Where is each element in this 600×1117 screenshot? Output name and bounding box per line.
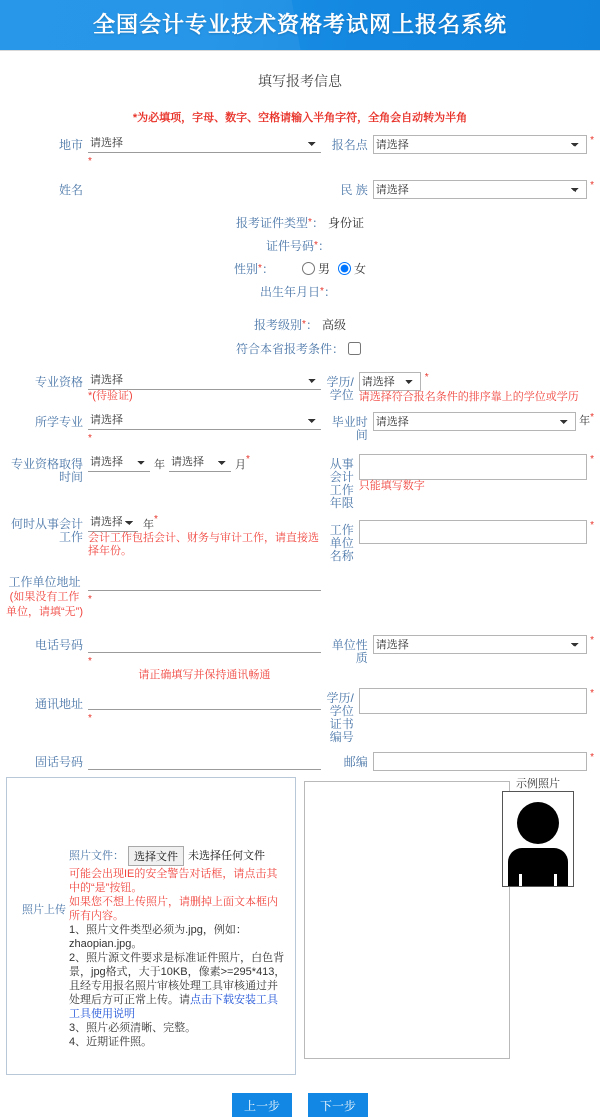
field-zipcode	[321, 752, 594, 771]
label-id-number: 证件号码	[266, 239, 315, 253]
required-star-graduate-time: *	[590, 412, 594, 423]
field-pro-qualification	[6, 372, 321, 403]
field-cert-number	[321, 688, 594, 744]
form-row-acct-start	[6, 514, 594, 563]
form-footer	[0, 1075, 600, 1117]
form-row-qualification	[6, 372, 594, 404]
label-zipcode: 邮编	[343, 755, 368, 769]
field-education	[321, 372, 594, 404]
required-star-mail-addr: *	[88, 713, 92, 724]
field-unit-type	[321, 635, 594, 665]
label-telephone: 固话号码	[34, 755, 83, 769]
unit-qual-year: 年	[154, 459, 165, 471]
radio-group-gender	[296, 260, 366, 277]
next-step-button[interactable]: 下一步	[308, 1093, 368, 1117]
field-graduate-time	[321, 412, 594, 442]
hint-acct-start: 会计工作包括会计、财务与审计工作，请直接选择年份。	[88, 532, 319, 557]
download-tool-link[interactable]: 点击下载安装工具	[190, 994, 278, 1006]
label-work-unit-addr-main: 工作单位地址	[8, 575, 81, 589]
input-work-unit-name[interactable]	[359, 520, 587, 544]
select-city[interactable]	[88, 135, 321, 153]
input-zipcode[interactable]	[373, 752, 587, 771]
app-header	[0, 0, 600, 50]
select-qual-month[interactable]	[169, 454, 231, 472]
photo-rule-2-text: 2、照片源文件要求是标准证件照片，白色背景，jpg格式，大于10KB，像素>=295*413，且经专用报名照片审核处理工具审核通过并处理后方可正常上传。请	[69, 952, 286, 1006]
required-star-unit-type: *	[590, 635, 594, 646]
field-name	[6, 180, 321, 197]
label-acct-start: 何时从事会计工作	[10, 517, 83, 544]
label-qual-time: 专业资格取得时间	[10, 457, 83, 484]
label-work-unit-name: 工作单位名称	[329, 523, 354, 563]
form-row-work-addr	[6, 571, 594, 619]
hint-work-years: 只能填写数字	[358, 480, 425, 492]
required-star-birthday: *	[320, 286, 324, 297]
field-mail-addr	[6, 688, 321, 724]
photo-preview-box	[304, 781, 510, 1059]
required-star-site: *	[590, 135, 594, 146]
row-exam-level: 报考级别 * ： 高级	[254, 318, 346, 332]
required-star-gender: *	[258, 263, 262, 274]
label-birthday: 出生年月日	[260, 285, 321, 299]
select-unit-type[interactable]	[373, 635, 587, 654]
photo-upload-inner	[17, 846, 287, 1049]
photo-upload-row	[17, 846, 287, 1049]
label-meet-condition: 符合本省报考条件	[235, 342, 332, 356]
page-title: 填写报考信息	[258, 73, 342, 89]
input-telephone[interactable]	[88, 752, 321, 770]
required-star-work-unit-addr: *	[88, 594, 92, 605]
row-gender: 性别 * ： 男 女	[234, 262, 366, 276]
field-work-unit-name	[321, 514, 594, 563]
photo-rule-4: 4、近期证件照。	[69, 1036, 153, 1048]
label-education: 学历/学位	[326, 375, 354, 402]
required-star-phone: *	[88, 656, 92, 667]
row-meet-condition: 符合本省报考条件 ：	[6, 339, 594, 358]
label-unit-type: 单位性质	[331, 638, 368, 665]
app-title: 全国会计专业技术资格考试网上报名系统	[92, 12, 507, 37]
photo-warning-ie: 可能会出现IE的安全警告对话框，请点击其中的“是”按钮。	[69, 868, 278, 894]
select-nation[interactable]	[373, 180, 587, 199]
field-site	[321, 135, 594, 154]
label-photo-upload: 照片上传	[22, 904, 66, 916]
label-work-years: 从事会计工作年限	[329, 457, 354, 510]
select-education[interactable]	[359, 372, 421, 391]
select-graduate-time[interactable]	[373, 412, 576, 431]
required-star-work-years: *	[590, 454, 594, 465]
unit-qual-month: 月	[235, 459, 246, 471]
tool-manual-link[interactable]: 工具使用说明	[69, 1008, 135, 1020]
label-gender-male: 男	[317, 262, 330, 276]
field-qual-time	[6, 454, 321, 484]
required-star-zipcode: *	[590, 752, 594, 763]
label-major: 所学专业	[34, 415, 83, 429]
prev-step-button[interactable]: 上一步	[232, 1093, 292, 1117]
row-id-type: 报考证件类型 * ： 身份证	[236, 216, 364, 230]
label-id-type: 报考证件类型	[236, 216, 309, 230]
input-mail-addr[interactable]	[88, 688, 321, 710]
radio-gender-female[interactable]	[338, 262, 351, 275]
value-exam-level: 高级	[321, 318, 346, 332]
input-phone[interactable]	[88, 635, 321, 653]
select-site[interactable]	[373, 135, 587, 154]
required-star-cert-number: *	[590, 688, 594, 699]
person-body-icon	[508, 848, 568, 887]
person-gap-right	[554, 874, 557, 886]
person-gap-left	[519, 874, 522, 886]
field-phone	[6, 635, 321, 682]
label-nation: 民 族	[340, 183, 368, 197]
select-qual-year[interactable]	[88, 454, 150, 472]
photo-rule-2	[69, 951, 287, 1021]
required-star-nation: *	[590, 180, 594, 191]
label-exam-level: 报考级别	[254, 318, 303, 332]
select-pro-qualification[interactable]	[88, 372, 321, 390]
no-file-selected-text: 未选择任何文件	[188, 850, 265, 862]
unit-graduate-year: 年	[579, 415, 591, 427]
field-city	[6, 135, 321, 167]
person-head-icon	[517, 802, 559, 844]
label-photo-file: 照片文件：	[69, 850, 124, 862]
label-graduate-time: 毕业时间	[331, 415, 368, 442]
field-work-unit-addr	[6, 571, 321, 619]
field-nation	[321, 180, 594, 199]
required-star-city: *	[88, 156, 92, 167]
radio-gender-male[interactable]	[302, 262, 315, 275]
photo-warning-skip: 如果您不想上传照片，请删掉上面文本框内所有内容。	[69, 896, 278, 922]
hint-phone: 请正确填写并保持通讯畅通	[138, 669, 271, 681]
photo-section	[0, 777, 600, 1075]
label-city: 地市	[58, 138, 83, 152]
form-row-qual-time	[6, 454, 594, 510]
form-row-city	[6, 135, 594, 167]
required-star-id-type: *	[308, 217, 312, 228]
required-star-id-number: *	[314, 240, 318, 251]
form-row-phone	[6, 635, 594, 682]
hint-pro-qualification: *(待验证)	[88, 390, 133, 402]
registration-form	[0, 135, 600, 771]
required-star-education: *	[424, 372, 429, 383]
select-acct-start-year[interactable]	[88, 514, 138, 532]
form-row-major	[6, 412, 594, 444]
input-work-years[interactable]	[359, 454, 587, 480]
photo-upload-body	[69, 846, 287, 1049]
label-work-unit-addr	[6, 571, 88, 619]
select-major[interactable]	[88, 412, 321, 430]
choose-file-button[interactable]: 选择文件	[128, 846, 184, 866]
sample-photo-image	[502, 791, 574, 887]
form-row-telephone	[6, 752, 594, 771]
field-work-years	[321, 454, 594, 510]
form-row-name	[6, 180, 594, 199]
label-phone: 电话号码	[34, 638, 83, 652]
input-work-unit-addr[interactable]	[88, 571, 321, 591]
row-birthday: 出生年月日 * ：	[260, 285, 336, 299]
sample-photo-wrap	[502, 777, 574, 887]
photo-rule-3: 3、照片必须清晰、完整。	[69, 1022, 197, 1034]
photo-rule-1: 1、照片文件类型必须为.jpg，例如：zhaopian.jpg。	[69, 924, 247, 950]
required-star-work-unit-name: *	[590, 520, 594, 531]
required-note: *为必填项，字母、数字、空格请输入半角字符，全角会自动转为半角	[132, 112, 468, 124]
label-pro-qualification: 专业资格	[34, 375, 83, 389]
label-gender-female: 女	[353, 262, 366, 276]
field-major	[6, 412, 321, 444]
unit-acct-start-year: 年	[143, 519, 154, 531]
label-cert-number: 学历/学位证书编号	[326, 691, 354, 744]
photo-file-bar	[69, 846, 287, 866]
field-telephone	[6, 752, 321, 770]
sample-photo-title: 示例照片	[516, 778, 560, 790]
input-cert-number[interactable]	[359, 688, 587, 714]
photo-preview-panel	[296, 777, 592, 1075]
label-site: 报名点	[331, 138, 368, 152]
required-star-qual-time: *	[246, 454, 250, 465]
checkbox-meet-condition[interactable]	[348, 342, 361, 355]
value-id-type: 身份证	[327, 216, 364, 230]
row-id-number: 证件号码 * ：	[266, 239, 330, 253]
label-name: 姓名	[58, 183, 83, 197]
form-row-mail-addr	[6, 688, 594, 744]
field-acct-start	[6, 514, 321, 558]
label-gender: 性别	[234, 262, 259, 276]
label-work-unit-addr-note: (如果没有工作单位，请填“无”)	[6, 591, 83, 618]
hint-education: 请选择符合报名条件的排序靠上的学位或学历	[358, 391, 579, 403]
required-star-exam-level: *	[302, 319, 306, 330]
required-star-acct-start: *	[154, 514, 158, 525]
required-star-major: *	[88, 433, 92, 444]
photo-upload-panel	[6, 777, 296, 1075]
label-mail-addr: 通讯地址	[34, 697, 83, 711]
